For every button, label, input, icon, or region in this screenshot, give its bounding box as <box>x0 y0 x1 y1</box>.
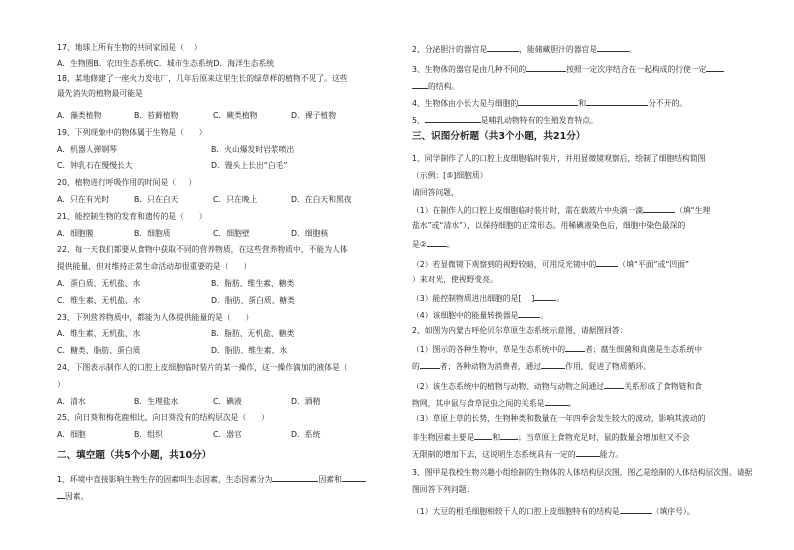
q23-option-d: D．脂肪、维生素、水 <box>211 346 288 355</box>
q21-option-d: D．细胞核 <box>291 229 329 238</box>
q18-option-a: A．藻类植物 <box>57 111 102 120</box>
section-3-heading: 三、识图分析题（共3个小题，共21分） <box>412 131 586 142</box>
r1-line-8: ）来对光，使视野变亮。 <box>412 275 498 284</box>
fill-q5: 5、 是哺乳动物特有的生殖发育特点。 <box>412 116 598 125</box>
q18-stem-1: 18、某地修建了一座火力发电厂，几年后原来这里生长的绿草样的植物不见了。这些 <box>57 74 348 83</box>
r2-line-3: 的 者；各种动物为消费者，通过 作用，促进了物质循环。 <box>412 362 651 371</box>
fill-q3-line-2: 的结构。 <box>412 80 459 92</box>
q18-stem-2: 最先消失的植物最可能是 <box>57 89 143 98</box>
q23-option-a: A．维生素、无机盐、水 <box>57 329 141 338</box>
r3-line-2: 图回答下列问题： <box>412 485 475 494</box>
q18-option-b: B．苔藓植物 <box>134 111 179 120</box>
r2-line-7: 非生物因素主要是 和 ；当草原上食物充足时，鼠的数量会增加但又不会 <box>412 433 690 442</box>
r1-line-6: 是② 。 <box>412 240 455 249</box>
r1-line-7: （2）若显微镜下观察到的视野较暗，可用反光镜中的 （填“平面”或“凹面” <box>412 260 690 269</box>
q20-option-b: B．只在白天 <box>134 195 179 204</box>
fill-q2: 2、分泌胆汁的器官是 ，能储藏胆汁的器官是 。 <box>412 45 637 54</box>
fill-q1-line-1: 1、环境中直接影响生物生存的因素叫生态因素，生态因素分为 因素和 <box>57 473 366 485</box>
q25-option-b: B．组织 <box>134 430 163 439</box>
r1-line-5: 盐水”或“清水”），以保持细胞的正常形态。用稀碘液染色后，细胞中染色最深的 <box>412 221 686 230</box>
r1-line-3: 请回答问题， <box>412 188 459 197</box>
q17-stem: 17、地球上所有生物的共同家园是（ ） <box>57 43 202 52</box>
q24-stem-1: 24、下图表示制作人的口腔上皮细胞临时装片的某一操作，这一操作滴加的液体是（ <box>57 363 348 372</box>
q24-option-d: D．酒精 <box>291 397 321 406</box>
r1-line-1: 1、同学制作了人的口腔上皮细胞临时装片，并用显微镜观察后，绘制了细胞结构简图 <box>412 154 706 163</box>
q19-option-c: C．钟乳石在慢慢长大 <box>57 161 133 170</box>
q22-option-d: D．脂肪、蛋白质、糖类 <box>211 296 295 305</box>
r2-line-1: 2、如图为内蒙古呼伦贝尔草原生态系统示意图，请据图回答： <box>412 326 628 335</box>
r1-line-10: （4）该细胞中的能量转换器是 。 <box>412 311 549 320</box>
q25-stem: 25、向日葵和梅花鹿相比，向日葵没有的结构层次是（ ） <box>57 413 269 422</box>
r2-line-4: （2）该生态系统中的植物与动物、动物与动物之间通过 关系形成了食物链和食 <box>412 382 703 391</box>
q19-option-b: B．火山爆发时岩浆喷出 <box>211 145 295 154</box>
q24-option-b: B．生理盐水 <box>134 397 179 406</box>
q25-option-a: A．细胞 <box>57 430 86 439</box>
q18-option-d: D．裸子植物 <box>291 111 336 120</box>
q21-stem: 21、能控制生物的发育和遗传的是（ ） <box>57 212 207 221</box>
q23-option-c: C．糖类、脂肪、蛋白质 <box>57 346 141 355</box>
q22-stem-2: 提供能量，但对维持正常生命活动却很重要的是（ ） <box>57 262 252 271</box>
q21-option-c: C．细胞壁 <box>213 229 250 238</box>
fill-q3-line-1: 3、生物体的器官是由几种不同的 按照一定次序结合在一起构成的行使一定 <box>412 63 724 75</box>
q25-option-d: D．系统 <box>291 430 321 439</box>
q22-option-b: B．脂肪、维生素、糖类 <box>211 279 295 288</box>
r1-line-9: （3）能控制物质进出细胞的是[ ] 。 <box>412 294 565 303</box>
q22-option-a: A．蛋白质、无机盐、水 <box>57 279 141 288</box>
r2-line-5: 物网，其中鼠与食草昆虫之间的关系是 。 <box>412 399 577 408</box>
q19-stem: 19、下列现象中的物体属于生物是（ ） <box>57 128 207 137</box>
section-2-heading: 二、填空题（共5个小题，共10分） <box>57 450 212 461</box>
r3-line-1: 3、图甲是我校生物兴趣小组绘制的生物体的人体结构层次图，图乙是绘制的人体结构层次图。请据 <box>412 468 753 477</box>
r1-line-2: （示例：[⑤]细胞质） <box>412 171 488 180</box>
q23-option-b: B．脂肪、无机盐、糖类 <box>211 329 295 338</box>
q22-stem-1: 22、每一天我们都要从食物中获取不同的营养物质，在这些营养物质中，不能为人体 <box>57 245 348 254</box>
fill-q1-line-2: 因素。 <box>57 490 88 502</box>
q21-option-a: A．细胞膜 <box>57 229 94 238</box>
r1-line-4: （1）在制作人的口腔上皮细胞临时装片时，需在载玻片中央滴一滴 （填“生理 <box>412 206 711 215</box>
r2-line-2: （1）图示的各种生物中，草是生态系统中的 者；腐生细菌和真菌是生态系统中 <box>412 345 703 354</box>
q19-option-d: D．馒头上长出“白毛” <box>211 161 288 170</box>
q19-option-a: A．机器人弹钢琴 <box>57 145 117 154</box>
r3-line-3: （1）大豆的根毛细胞相较于人的口腔上皮细胞特有的结构是 （填序号）。 <box>412 507 695 516</box>
q17-options: A．生物圈B．农田生态系统C．城市生态系统D．海洋生态系统 <box>57 59 275 68</box>
fill-q4: 4、生物体由小长大是与细胞的 和 分不开的。 <box>412 99 688 108</box>
q20-option-d: D．在白天和黑夜 <box>291 195 352 204</box>
q20-option-c: C．只在晚上 <box>213 195 258 204</box>
q24-option-c: C．碘液 <box>213 397 242 406</box>
r2-line-8: 无限制的增加下去，这说明生态系统具有一定的 能力。 <box>412 450 624 459</box>
q25-option-c: C．器官 <box>213 430 242 439</box>
q22-option-c: C．维生素、无机盐、水 <box>57 296 141 305</box>
q24-option-a: A．清水 <box>57 397 86 406</box>
r2-line-6: （3）草原上草的长势，生物种类和数量在一年四季会发生较大的波动，影响其波动的 <box>412 414 706 423</box>
q18-option-c: C．蕨类植物 <box>213 111 258 120</box>
q24-stem-2: ） <box>57 380 65 389</box>
q20-stem: 20、植物进行呼吸作用的时间是（ ） <box>57 178 197 187</box>
q20-option-a: A．只在有光时 <box>57 195 110 204</box>
q23-stem: 23、下列营养物质中，都能为人体提供能量的是（ ） <box>57 313 254 322</box>
q21-option-b: B．细胞质 <box>134 229 171 238</box>
